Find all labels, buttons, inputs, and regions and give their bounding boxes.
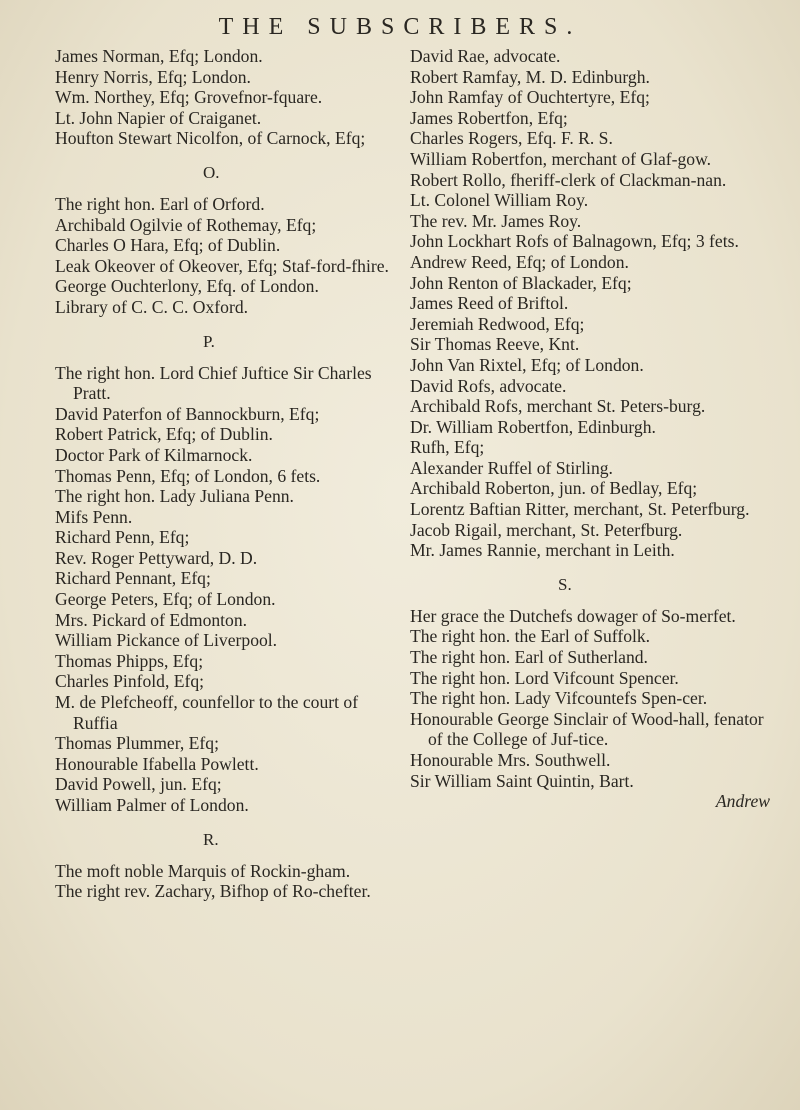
subscriber-entry: Robert Patrick, Efq; of Dublin. xyxy=(55,424,273,445)
subscriber-entry: Archibald Roberton, jun. of Bedlay, Efq; xyxy=(410,478,698,499)
subscriber-entry: George Peters, Efq; of London. xyxy=(55,589,276,610)
subscriber-entry: Rev. Roger Pettyward, D. D. xyxy=(55,547,258,568)
catchword: Andrew xyxy=(715,791,770,812)
subscriber-entry: The right hon. Lady Juliana Penn. xyxy=(55,486,294,507)
running-header: THE SUBSCRIBERS. xyxy=(218,14,582,40)
subscriber-entry: Richard Penn, Efq; xyxy=(55,527,190,548)
section-letter: R. xyxy=(203,829,219,849)
subscriber-entry: Sir Thomas Reeve, Knt. xyxy=(410,334,580,355)
subscriber-entry: The right rev. Zachary, Bifhop of Ro-chefter. xyxy=(55,881,371,902)
subscriber-entry: Honourable Mrs. Southwell. xyxy=(410,750,611,770)
subscriber-entry: Mrs. Pickard of Edmonton. xyxy=(55,609,248,630)
subscriber-entry: Jacob Rigail, merchant, St. Peterfburg. xyxy=(410,519,683,540)
subscriber-entry: The moft noble Marquis of Rockin-gham. xyxy=(55,860,351,881)
subscriber-entry: Lt. John Napier of Craiganet. xyxy=(55,107,262,128)
subscriber-entry: Charles Pinfold, Efq; xyxy=(55,671,205,692)
subscriber-entry: Thomas Penn, Efq; of London, 6 fets. xyxy=(55,465,321,486)
subscriber-entry: Library of C. C. C. Oxford. xyxy=(55,296,249,317)
subscriber-entry: William Robertfon, merchant of Glaf-gow. xyxy=(410,148,712,169)
subscriber-entry: Robert Ramfay, M. D. Edinburgh. xyxy=(410,66,650,87)
subscriber-entry: The rev. Mr. James Roy. xyxy=(410,210,582,231)
subscriber-entry: Lorentz Baftian Ritter, merchant, St. Peterfburg. xyxy=(410,499,750,520)
subscriber-entry: Jeremiah Redwood, Efq; xyxy=(410,313,585,334)
subscriber-entry: George Ouchterlony, Efq. of London. xyxy=(55,276,319,297)
subscriber-entry: Richard Pennant, Efq; xyxy=(55,568,211,589)
subscriber-entry: M. de Plefcheoff, counfellor to the court of Ruffia xyxy=(55,692,359,733)
subscriber-entry: William Palmer of London. xyxy=(55,795,249,815)
right-column xyxy=(410,46,770,812)
subscriber-entry: William Pickance of Liverpool. xyxy=(55,630,278,651)
subscriber-entry: David Rae, advocate. xyxy=(410,46,561,66)
subscriber-entry: Houfton Stewart Nicolfon, of Carnock, Efq; xyxy=(55,128,366,149)
subscriber-entry: The right hon. Lord Chief Juftice Sir Charles Pratt. xyxy=(55,362,372,404)
subscriber-entry: Thomas Phipps, Efq; xyxy=(55,650,204,671)
subscriber-entry: Mr. James Rannie, merchant in Leith. xyxy=(410,540,675,561)
subscriber-entry: Robert Rollo, fheriff-clerk of Clackman-nan. xyxy=(410,169,727,190)
subscriber-entry: The right hon. Earl of Sutherland. xyxy=(410,647,648,668)
subscriber-entry: Charles O Hara, Efq; of Dublin. xyxy=(55,235,281,256)
subscriber-entry: John Renton of Blackader, Efq; xyxy=(410,272,632,293)
subscriber-entry: David Paterfon of Bannockburn, Efq; xyxy=(55,403,320,424)
subscriber-entry: John Ramfay of Ouchtertyre, Efq; xyxy=(410,87,650,108)
subscriber-entry: Dr. William Robertfon, Edinburgh. xyxy=(410,416,656,437)
subscriber-entry: Her grace the Dutchefs dowager of So-merfet. xyxy=(410,605,736,626)
subscriber-entry: David Rofs, advocate. xyxy=(410,375,567,396)
subscriber-entry: The right hon. Lady Vifcountefs Spen-cer. xyxy=(410,688,708,709)
subscriber-entry: James Norman, Efq; London. xyxy=(55,46,263,66)
subscriber-entry: Wm. Northey, Efq; Grovefnor-fquare. xyxy=(55,87,323,108)
subscriber-entry: John Lockhart Rofs of Balnagown, Efq; 3 fets. xyxy=(410,231,739,252)
subscriber-entry: Archibald Rofs, merchant St. Peters-burg. xyxy=(410,396,706,417)
subscriber-entry: Henry Norris, Efq; London. xyxy=(55,66,251,87)
subscriber-entry: The right hon. Earl of Orford. xyxy=(55,193,265,214)
subscriber-entry: Thomas Plummer, Efq; xyxy=(55,733,219,754)
subscriber-entry: Mifs Penn. xyxy=(55,506,133,527)
subscriber-entry: John Van Rixtel, Efq; of London. xyxy=(410,354,644,375)
subscriber-entry: Andrew Reed, Efq; of London. xyxy=(410,251,629,272)
section-letter: O. xyxy=(203,162,220,182)
subscriber-entry: Leak Okeover of Okeover, Efq; Staf-ford-fhire. xyxy=(55,255,389,276)
subscriber-entry: Doctor Park of Kilmarnock. xyxy=(55,444,253,465)
subscriber-entry: Honourable George Sinclair of Wood-hall, fenator of the College of Juf-tice. xyxy=(410,708,764,750)
subscriber-entry: The right hon. Lord Vifcount Spencer. xyxy=(410,667,679,688)
subscriber-entry: David Powell, jun. Efq; xyxy=(55,774,222,795)
subscriber-entry: The right hon. the Earl of Suffolk. xyxy=(410,626,651,647)
subscriber-entry: James Reed of Briftol. xyxy=(410,293,569,314)
subscriber-entry: Rufh, Efq; xyxy=(410,437,485,458)
section-letter: P. xyxy=(203,331,215,351)
subscriber-entry: Alexander Ruffel of Stirling. xyxy=(410,457,613,478)
subscriber-entry: Lt. Colonel William Roy. xyxy=(410,190,589,211)
subscriber-entry: James Robertfon, Efq; xyxy=(410,107,568,128)
subscriber-entry: Archibald Ogilvie of Rothemay, Efq; xyxy=(55,214,317,235)
subscriber-entry: Charles Rogers, Efq. F. R. S. xyxy=(410,128,613,149)
subscriber-entry: Honourable Ifabella Powlett. xyxy=(55,753,259,774)
left-column xyxy=(55,46,405,902)
section-letter: S. xyxy=(558,574,572,594)
subscriber-entry: Sir William Saint Quintin, Bart. xyxy=(410,770,634,791)
